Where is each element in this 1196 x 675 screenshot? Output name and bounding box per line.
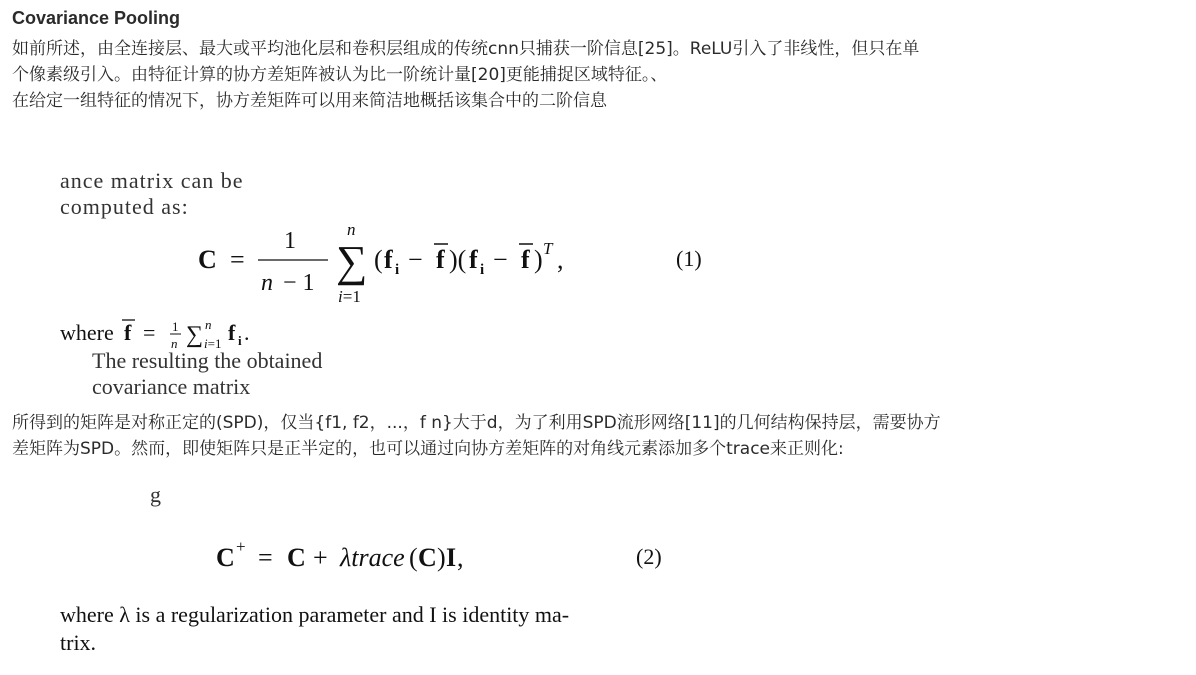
svg-text:−: − bbox=[493, 245, 508, 274]
svg-text:,: , bbox=[557, 245, 564, 274]
svg-text:C: C bbox=[216, 543, 235, 572]
svg-text:): ) bbox=[534, 245, 543, 274]
where-lambda-line-2: trix. bbox=[60, 630, 97, 655]
intro-line-1: 如前所述，由全连接层、最大或平均池化层和卷积层组成的传统cnn只捕获一阶信息[25]。ReLU引入了非线性，但只在单 bbox=[12, 39, 920, 59]
svg-text:f: f bbox=[521, 245, 530, 274]
equation-1-number: (1) bbox=[676, 246, 702, 271]
cropped-text-bottom: The resulting the obtained covariance matrix bbox=[92, 348, 323, 399]
where-lambda-line-1: where λ is a regularization parameter and I is identity ma- bbox=[60, 602, 570, 627]
svg-text:∑: ∑ bbox=[336, 237, 368, 286]
svg-text:f: f bbox=[436, 245, 445, 274]
spd-line-2: 差矩阵为SPD。然而，即使矩阵只是正半定的，也可以通过向协方差矩阵的对角线元素添加多个trace来正则化: bbox=[12, 439, 844, 459]
svg-text:1: 1 bbox=[172, 319, 179, 334]
svg-text:=: = bbox=[230, 245, 245, 274]
svg-text:f: f bbox=[228, 320, 236, 345]
cropped-text-top-2: g bbox=[150, 482, 161, 507]
svg-text:− 1: − 1 bbox=[283, 270, 315, 296]
equation-2-number: (2) bbox=[636, 544, 662, 569]
equation-2-figure bbox=[0, 482, 1196, 675]
svg-text:i: i bbox=[395, 262, 400, 278]
svg-text:i=1: i=1 bbox=[338, 287, 361, 306]
svg-text:i: i bbox=[480, 262, 485, 278]
svg-text:−: − bbox=[408, 245, 423, 274]
svg-text:f: f bbox=[384, 245, 393, 274]
svg-text:i: i bbox=[238, 333, 242, 348]
equation-1-figure bbox=[0, 168, 1196, 399]
svg-text:=: = bbox=[143, 320, 156, 345]
svg-text:T: T bbox=[543, 239, 553, 258]
equation-2 bbox=[0, 490, 1196, 600]
svg-text:i=1: i=1 bbox=[204, 336, 222, 351]
intro-line-3: 在给定一组特征的情况下，协方差矩阵可以用来简洁地概括该集合中的二阶信息 bbox=[12, 91, 607, 111]
svg-text:)(: )( bbox=[449, 245, 467, 274]
svg-text:,: , bbox=[457, 543, 464, 572]
section-heading: Covariance Pooling bbox=[12, 8, 181, 28]
svg-text:I: I bbox=[446, 543, 457, 572]
svg-text:f: f bbox=[124, 320, 132, 345]
svg-text:n: n bbox=[205, 317, 212, 332]
svg-text:=: = bbox=[258, 543, 273, 572]
svg-text:n: n bbox=[171, 336, 178, 351]
svg-text:C: C bbox=[287, 543, 306, 572]
spd-line-1: 所得到的矩阵是对称正定的(SPD)，仅当{f1, f2，...，f n}大于d，为了利用SPD流形网络[11]的几何结构保持层，需要协方 bbox=[12, 413, 941, 433]
svg-text:(: ( bbox=[409, 543, 418, 572]
svg-text:f: f bbox=[469, 245, 478, 274]
svg-text:.: . bbox=[244, 320, 250, 345]
svg-text:C: C bbox=[418, 543, 437, 572]
svg-text:+: + bbox=[236, 537, 246, 556]
svg-text:+: + bbox=[313, 543, 328, 572]
spd-paragraph bbox=[12, 410, 1187, 462]
svg-text:∑: ∑ bbox=[186, 322, 204, 348]
svg-text:1: 1 bbox=[284, 228, 296, 254]
svg-text:n: n bbox=[347, 220, 356, 239]
svg-text:where: where bbox=[60, 320, 114, 345]
svg-text:λtrace: λtrace bbox=[340, 543, 405, 572]
svg-text:n: n bbox=[261, 270, 273, 296]
intro-paragraph bbox=[12, 36, 1187, 114]
svg-text:(: ( bbox=[374, 245, 383, 274]
svg-text:): ) bbox=[437, 543, 446, 572]
cropped-text-top: ance matrix can be computed as: bbox=[60, 168, 244, 219]
intro-line-2: 个像素级引入。由特征计算的协方差矩阵被认为比一阶统计量[20]更能捕捉区域特征。、 bbox=[12, 65, 668, 85]
svg-text:C: C bbox=[198, 245, 217, 274]
